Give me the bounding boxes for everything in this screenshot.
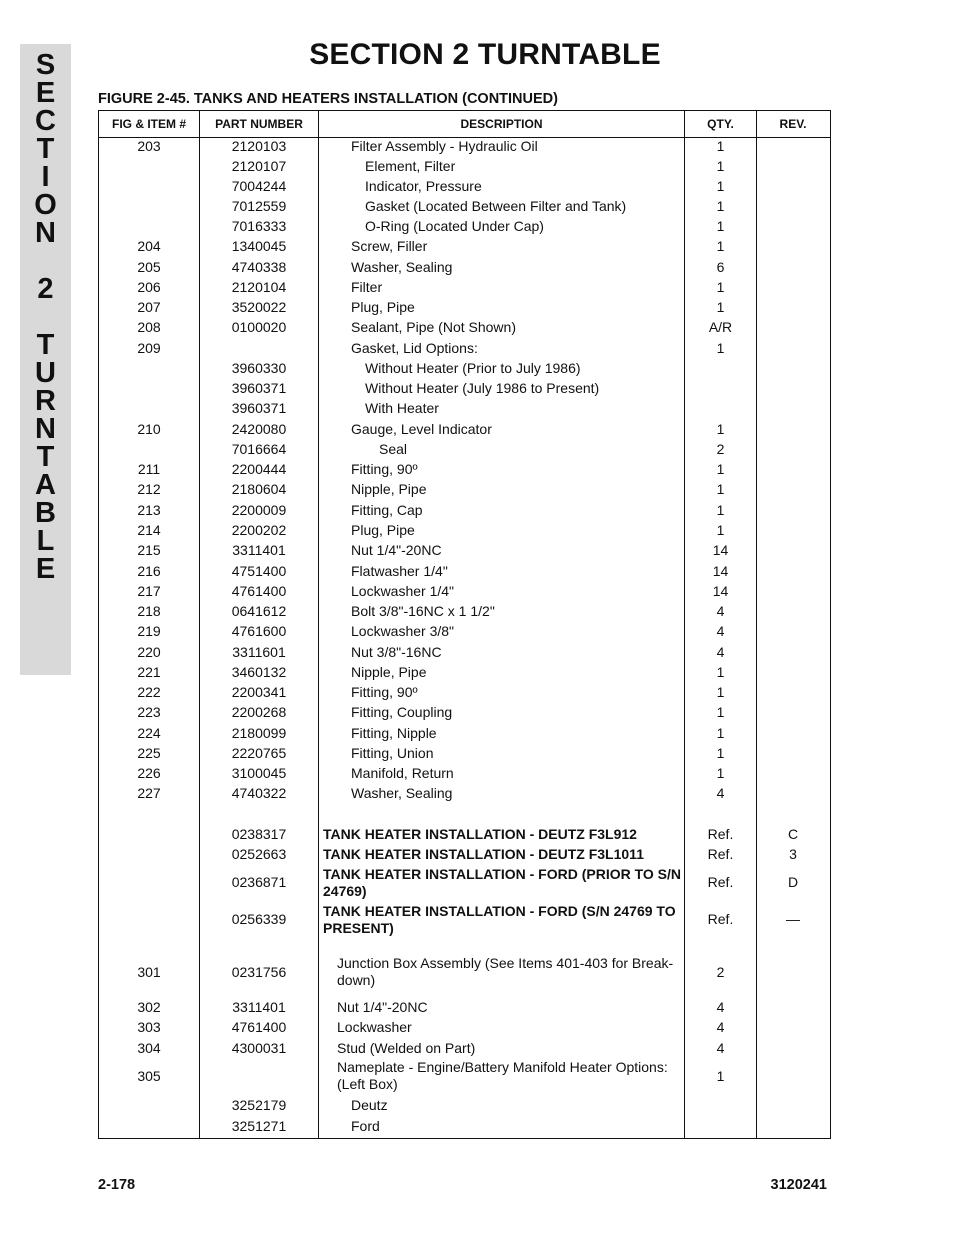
part-description: Fitting, 90º [351,684,418,700]
part-number: 3252179 [231,1097,287,1113]
part-number: 7016333 [231,218,287,234]
part-description: Manifold, Return [351,765,454,781]
item-number: 205 [137,259,161,275]
quantity: 1 [716,522,725,538]
part-description: Nut 1/4"-20NC [351,542,442,558]
part-number: 0252663 [231,846,287,862]
part-number: 2200341 [231,684,287,700]
part-description: Lockwasher 1/4" [351,583,455,599]
item-number: 206 [137,279,161,295]
side-tab-letter: S [35,49,56,81]
part-number: 2120103 [231,138,287,154]
section-title: SECTION 2 TURNTABLE [309,38,661,71]
part-number: 0641612 [231,603,287,619]
part-description: Nut 1/4"-20NC [337,999,428,1015]
part-description: Fitting, 90º [351,461,418,477]
column-header-description: DESCRIPTION [460,117,543,131]
part-description: Lockwasher 3/8" [351,623,455,639]
item-number: 211 [137,461,161,477]
item-number: 208 [137,319,161,335]
item-number: 218 [137,603,161,619]
part-number: 7016664 [231,441,287,457]
section-side-tab [20,44,71,675]
item-number: 214 [137,522,161,538]
item-number: 301 [137,964,161,980]
figure-title: FIGURE 2-45. TANKS AND HEATERS INSTALLATION (CONTINUED) [98,91,558,107]
part-number: 2200444 [231,461,287,477]
quantity: 4 [716,623,725,639]
part-description: Stud (Welded on Part) [337,1040,476,1056]
quantity: 1 [716,299,725,315]
revision: D [787,874,799,890]
part-description: Plug, Pipe [351,522,415,538]
part-number: 7004244 [231,178,287,194]
part-number: 3960371 [231,400,287,416]
part-description: Without Heater (Prior to July 1986) [365,360,581,376]
column-header-part-number: PART NUMBER [215,117,303,131]
part-description: Ford [351,1118,380,1134]
quantity: 4 [716,1040,725,1056]
item-number: 224 [137,725,161,741]
part-number: 4751400 [231,563,287,579]
item-number: 221 [137,664,161,680]
part-description: Nameplate - Engine/Battery Manifold Heater Options: (Left Box) [337,1059,668,1092]
part-description: Without Heater (July 1986 to Present) [365,380,600,396]
part-number: 3311401 [232,999,286,1015]
quantity: 14 [712,563,729,579]
part-number: 2200009 [231,502,287,518]
quantity: 4 [716,644,725,660]
quantity: 4 [716,999,725,1015]
part-number: 3100045 [231,765,287,781]
item-number: 223 [137,704,161,720]
column-header-item: FIG & ITEM # [111,117,186,131]
quantity: Ref. [707,911,734,927]
part-description: Fitting, Coupling [351,704,453,720]
quantity: 1 [716,765,725,781]
part-description: Fitting, Nipple [351,725,437,741]
side-tab-letter: T [36,133,55,165]
part-description: Indicator, Pressure [365,178,482,194]
quantity: Ref. [707,846,734,862]
item-number: 216 [137,563,161,579]
part-number: 1340045 [231,238,287,254]
item-number: 302 [137,999,161,1015]
quantity: 1 [716,279,725,295]
part-number: 3311601 [232,644,286,660]
part-description: With Heater [365,400,439,416]
part-description: Gasket (Located Between Filter and Tank) [365,198,627,214]
part-number: 4300031 [231,1040,287,1056]
part-number: 2180099 [231,725,287,741]
parts-table [98,110,831,1139]
part-description: TANK HEATER INSTALLATION - DEUTZ F3L1011 [323,846,644,862]
part-number: 7012559 [231,198,287,214]
item-number: 303 [137,1019,161,1035]
part-number: 0100020 [231,319,287,335]
part-number: 0231756 [231,964,287,980]
side-tab-letter: I [41,161,50,193]
item-number: 210 [137,421,161,437]
quantity: 4 [716,603,725,619]
part-description: Screw, Filler [351,238,428,254]
quantity: 1 [716,461,725,477]
part-number: 2200268 [231,704,287,720]
quantity: A/R [708,319,733,335]
part-description: Fitting, Union [351,745,434,761]
column-divider [318,111,319,1138]
quantity: 1 [716,704,725,720]
item-number: 203 [137,138,161,154]
part-number: 4761600 [231,623,287,639]
item-number: 220 [137,644,161,660]
part-description: Junction Box Assembly (See Items 401-403 for Break-down) [337,955,674,988]
column-divider [756,111,757,1138]
part-number: 3520022 [231,299,287,315]
quantity: 1 [716,664,725,680]
document-number: 3120241 [770,1177,827,1193]
part-description: Sealant, Pipe (Not Shown) [351,319,516,335]
side-tab-letter: N [35,217,56,249]
quantity: 1 [716,502,725,518]
part-number: 0238317 [231,826,287,842]
quantity: 1 [716,725,725,741]
revision: — [786,911,800,927]
quantity: 1 [716,421,725,437]
item-number: 219 [137,623,161,639]
part-number: 4740322 [231,785,287,801]
revision: C [787,826,799,842]
part-number: 3460132 [231,664,287,680]
item-number: 225 [137,745,161,761]
part-number: 4761400 [231,583,287,599]
part-description: Washer, Sealing [351,785,453,801]
quantity: 1 [716,745,725,761]
part-description: Filter Assembly - Hydraulic Oil [351,138,538,154]
quantity: 1 [716,481,725,497]
quantity: 4 [716,785,725,801]
side-tab-letter: T [36,329,55,361]
part-description: Lockwasher [337,1019,412,1035]
item-number: 226 [137,765,161,781]
item-number: 304 [137,1040,161,1056]
quantity: 1 [716,178,725,194]
quantity: Ref. [707,826,734,842]
part-number: 2120104 [231,279,287,295]
part-number: 0256339 [231,911,287,927]
item-number: 222 [137,684,161,700]
item-number: 212 [137,481,161,497]
part-number: 3960371 [231,380,287,396]
side-tab-letter: A [35,469,56,501]
column-header-rev: REV. [779,117,807,131]
quantity: 1 [716,198,725,214]
part-description: Fitting, Cap [351,502,423,518]
quantity: 1 [716,1068,725,1084]
quantity: 1 [716,340,725,356]
part-description: Gauge, Level Indicator [351,421,492,437]
quantity: 4 [716,1019,725,1035]
item-number: 305 [137,1068,161,1084]
item-number: 227 [137,785,161,801]
item-number: 204 [137,238,161,254]
quantity: 6 [716,259,725,275]
quantity: 1 [716,218,725,234]
part-description: Nipple, Pipe [351,481,427,497]
quantity: 1 [716,238,725,254]
quantity: 14 [712,542,729,558]
part-description: Element, Filter [365,158,456,174]
column-header-qty: QTY. [707,117,734,131]
part-number: 3311401 [232,542,286,558]
side-tab-letter: R [35,385,56,417]
quantity: 2 [716,964,725,980]
part-description: TANK HEATER INSTALLATION - FORD (PRIOR TO S/N 24769) [323,866,682,899]
part-description: Deutz [351,1097,388,1113]
part-number: 4761400 [231,1019,287,1035]
part-description: Nipple, Pipe [351,664,427,680]
item-number: 217 [137,583,161,599]
side-tab-letter: O [34,189,57,221]
part-number: 0236871 [231,874,287,890]
page-number: 2-178 [98,1177,136,1193]
part-description: Filter [351,279,383,295]
part-number: 3251271 [231,1118,287,1134]
quantity: 1 [716,158,725,174]
part-description: Nut 3/8"-16NC [351,644,442,660]
quantity: 2 [716,441,725,457]
part-description: TANK HEATER INSTALLATION - DEUTZ F3L912 [323,826,637,842]
side-tab-letter: B [35,497,56,529]
part-description: Seal [379,441,408,457]
item-number: 215 [137,542,161,558]
part-number: 2180604 [231,481,287,497]
side-tab-letter: L [36,525,55,557]
side-tab-letter: 2 [37,273,54,305]
item-number: 209 [137,340,161,356]
part-description: TANK HEATER INSTALLATION - FORD (S/N 24769 TO PRESENT) [323,903,676,936]
quantity: 14 [712,583,729,599]
side-tab-letter: E [35,77,56,109]
quantity: 1 [716,684,725,700]
item-number: 207 [137,299,161,315]
part-description: Gasket, Lid Options: [351,340,478,356]
quantity: 1 [716,138,725,154]
part-number: 4740338 [231,259,287,275]
side-tab-letter: T [36,441,55,473]
side-tab-letter: U [35,357,56,389]
side-tab-letter: E [35,553,56,585]
part-description: Plug, Pipe [351,299,415,315]
part-description: Bolt 3/8"-16NC x 1 1/2" [351,603,495,619]
part-number: 2220765 [231,745,287,761]
side-tab-letter: N [35,413,56,445]
part-number: 3960330 [231,360,287,376]
part-description: O-Ring (Located Under Cap) [365,218,544,234]
revision: 3 [789,846,797,862]
part-number: 2420080 [231,421,287,437]
quantity: Ref. [707,874,734,890]
part-description: Washer, Sealing [351,259,453,275]
part-number: 2120107 [231,158,287,174]
side-tab-letter: C [35,105,56,137]
part-description: Flatwasher 1/4" [351,563,448,579]
item-number: 213 [137,502,161,518]
part-number: 2200202 [231,522,287,538]
